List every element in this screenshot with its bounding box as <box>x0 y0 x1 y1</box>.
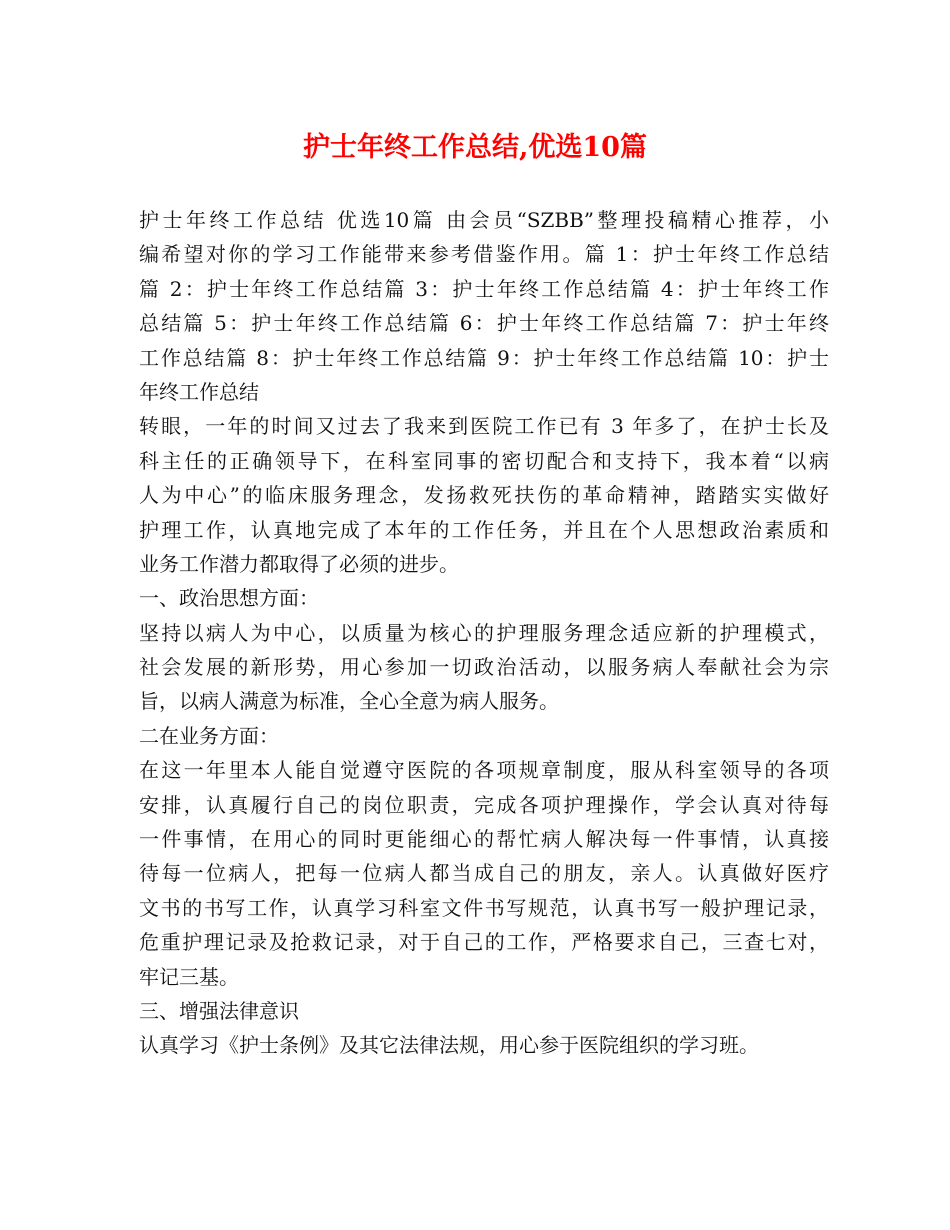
body-line: 危重护理记录及抢救记录，对于自己的工作，严格要求自己，三查七对， <box>139 930 829 955</box>
body-line: 编希望对你的学习工作能带来参考借鉴作用。篇 1：护士年终工作总结 <box>139 242 829 267</box>
body-line: 文书的书写工作，认真学习科室文件书写规范，认真书写一般护理记录， <box>139 895 829 920</box>
body-line: 工作总结篇 8：护士年终工作总结篇 9：护士年终工作总结篇 10：护士 <box>139 345 829 370</box>
body-line: 转眼，一年的时间又过去了我来到医院工作已有 3 年多了，在护士长及 <box>139 414 829 439</box>
section-heading: 二在业务方面： <box>139 723 279 748</box>
body-line: 牢记三基。 <box>139 964 239 989</box>
section-heading: 一、政治思想方面： <box>139 586 319 611</box>
section-heading: 三、增强法律意识 <box>139 998 299 1023</box>
body-line: 旨，以病人满意为标准，全心全意为病人服务。 <box>139 689 559 714</box>
body-line: 年终工作总结 <box>139 379 259 404</box>
body-line: 业务工作潜力都取得了必须的进步。 <box>139 551 459 576</box>
document-title: 护士年终工作总结,优选10篇 <box>303 132 647 163</box>
body-line: 护士年终工作总结 优选10篇 由会员“SZBB”整理投稿精心推荐，小 <box>139 208 829 232</box>
body-line: 安排，认真履行自己的岗位职责，完成各项护理操作，学会认真对待每 <box>139 792 829 817</box>
body-line: 待每一位病人，把每一位病人都当成自己的朋友，亲人。认真做好医疗 <box>139 861 829 886</box>
body-line: 护理工作，认真地完成了本年的工作任务，并且在个人思想政治素质和 <box>139 517 829 542</box>
body-line: 一件事情，在用心的同时更能细心的帮忙病人解决每一件事情，认真接 <box>139 827 829 852</box>
body-line: 人为中心”的临床服务理念，发扬救死扶伤的革命精神，踏踏实实做好 <box>139 483 829 508</box>
body-line: 科主任的正确领导下，在科室同事的密切配合和支持下，我本着“以病 <box>139 448 829 473</box>
body-line: 认真学习《护士条例》及其它法律法规，用心参于医院组织的学习班。 <box>139 1033 759 1058</box>
document-body <box>139 203 829 1063</box>
body-line: 坚持以病人为中心，以质量为核心的护理服务理念适应新的护理模式， <box>139 620 829 645</box>
body-line: 社会发展的新形势，用心参加一切政治活动，以服务病人奉献社会为宗 <box>139 655 829 680</box>
body-line: 篇 2：护士年终工作总结篇 3：护士年终工作总结篇 4：护士年终工作 <box>139 276 829 301</box>
body-line: 总结篇 5：护士年终工作总结篇 6：护士年终工作总结篇 7：护士年终 <box>139 311 829 336</box>
body-line: 在这一年里本人能自觉遵守医院的各项规章制度，服从科室领导的各项 <box>139 758 829 783</box>
